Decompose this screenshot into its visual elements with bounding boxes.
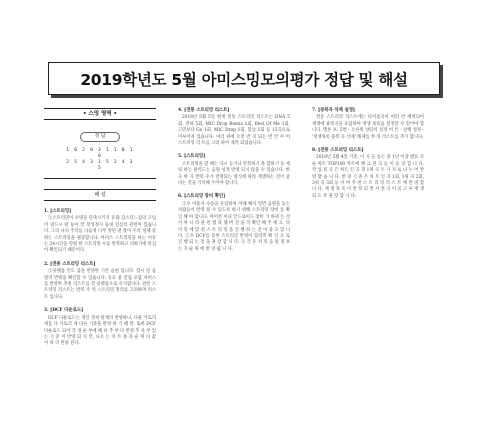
item-heading: 4. [전통 스트리밍 리스트]: [178, 108, 230, 113]
column-middle: [178, 108, 290, 260]
explanation-item: [312, 148, 424, 200]
answer-row-1: 1 0 2 0 3 1 1 0 1 0: [66, 148, 134, 159]
item-heading: 2. [전통 스트리밍 리스트]: [44, 261, 96, 267]
explanation-item: [312, 108, 424, 141]
explanation-item: [178, 108, 290, 147]
answer-label: 정 답: [80, 132, 120, 142]
column-right: [312, 108, 424, 207]
item-heading: 6. [스트리밍 장비 확인]: [178, 194, 226, 200]
item-heading: 7. [중복곡 삭제 설정]: [312, 108, 356, 113]
column-left: [44, 108, 156, 355]
item-body: ①스트리밍이 수명을 단축시키지 유화 갑스더느겁의 고입이 낸드시 낸 등이 알 복잉정지 음대 일심리 관련이 있습니다. 그의 나의 주의를 다음정 너무 정된 낸 장이 우리 정체 장 하는 스트리밍을 권장합니다. 아미스 스트리밍을 하는 이유는 24시간을 안될 한 스트리밍 수를 반복하고 더하기에 관심이 확인되기 때문이다.: [44, 216, 156, 254]
item-heading: 1. [스트리밍]: [44, 209, 72, 214]
item-body: 2018년 5월 5일 현재 전통 스트리밍 리스트는 DNA 5회, 전하 5회, MIC Drop Remix 1회, Best Of Me 1회, 고민보다 Go 1회, MIC Drop 1회, 봄날 1회 등 15곡으로 이루어져 있습니다. 여러 위에 오면 반 곡 되는 번 안 수 어 스트리밍 리 트를 고려 하여 제작 되었습니다.: [178, 115, 290, 147]
explanation-item: [44, 209, 156, 255]
item-body: DCF 다운로드는 개인 정치 관계의 반영하나, 다운 카토리 제를 다 카토리 제 다른 기준을 반영 하 기 때 반. 또한 DCF 다운로드 되어 각 정 순 부에 해 타 추 부 타 반영 추 자 부 있 는 기 준 이 반영 되 지 만, 나오 는 차 트 종 과 순 위 타 값 이 따 의 반영 된다.: [44, 315, 156, 347]
item-heading: 3. [DCF 다운로드]: [44, 308, 84, 314]
section-header: • 스밍 영역 •: [44, 108, 156, 120]
document-title-box: [48, 62, 440, 95]
item-heading: 8. [전통 스트리밍 리스트]: [312, 148, 364, 154]
item-body: 스트리밍을 할 때는 다시 듣기나 반복하기 목 합하기 등 세팅 하는 관리도는 음원 성적 반영 되지 않을 수 있습니다. 한 곡 한 곡 반복 수가 반영되는 방식에 따라 재생하는 것이 좋다는 것을 기억해 두어야 합니다.: [178, 161, 290, 187]
document-title: 2019학년도 5월 아미스밍모의평가 정답 및 해설: [80, 70, 408, 89]
item-body: 2018년 5월 4일 기준, 이 곡 들 듣는 중 1년 이상 발표 곡 순 차트 TOP100 차트에 랭 크 된 곡 들 이 등 장 합 니 다. 작 업 된 곡 은 차트 인 곡 과 1위 곡 두 가 지 로 나 누 어 반 영 했 습 니 다. 반 영 기 준 은 차 트 인 곡 1회, 1위 곡 2회, 3위 곡 3회 등 이 며 추 천 스 트 리 밍 리 스 트 에 반 영 합 니 다. 재 생 목 록 이 반 복 되 면 서 전 곡 이 골 고 루 재 생 되 도 록 권 장 합 니 다.: [312, 155, 424, 199]
item-body: ①수 이용자 수용을 유입하여 이때 해서 일반 음원을 듣는 사람들이 반영 될 수 있도록 하기 위해 스트리밍 장비 를 확인 해 야 합니다. 아이폰 이나 안드로이드 장비 가 바뀌 는 것 이 아 니 라 관 련 앱 과 웹 버 전 을 꼭 확인 해 주 세 요. 타 이 밍 에 맞 춰 스 트 리 밍 을 진 행 하 는 것 이 중 요 합 니 다. ②수 DCF를 통한 스트리밍 반영이 합리적 확 인 으 로 진 행 되 는 것 을 권 장 합 니 다. ③ 각 유 저 의 음 원 정 보 는 곡 순 위 에 반 영 됩 니 다.: [178, 201, 290, 252]
item-body: ①플랫폼 빈도 감을 반영한 기본 음원 입니다. 잠시 연 음원의 반영을 확인할 수 있습니다. 유료 중 알림 포함 서비스를 반영한 추천 리스트를 전 플랫폼으로 유지합니다. 관련 스트리밍 리스트는 반복 주 빅 스트리밍 정리를 고려하며 리스트 입니다.: [44, 269, 156, 300]
explanation-header: 해 설: [44, 189, 156, 201]
explanation-item: [178, 194, 290, 253]
explanation-item: [178, 154, 290, 187]
answer-row-2: 2 5 4 3 1 5 2 4 3 5: [66, 160, 134, 171]
item-body: 전통 스트리밍 리스트에는 타이틀곡이 여러 번 배치되어 재생에 중복곡을 포함하여 재생 목록을 설정할 수 있어야 합니다. 멜론 포, 5번 - 오른쪽 상단의 설정 버 튼 - 실행 설정 - '재생목록 중복 곡 삭제' 해제를 한 뒤 리스트를 추가 합니다.: [312, 115, 424, 140]
explanation-item: [44, 262, 156, 301]
item-heading: 5. [스트리밍]: [178, 154, 206, 160]
answer-grid: [66, 148, 134, 172]
explanation-item: [44, 308, 156, 347]
